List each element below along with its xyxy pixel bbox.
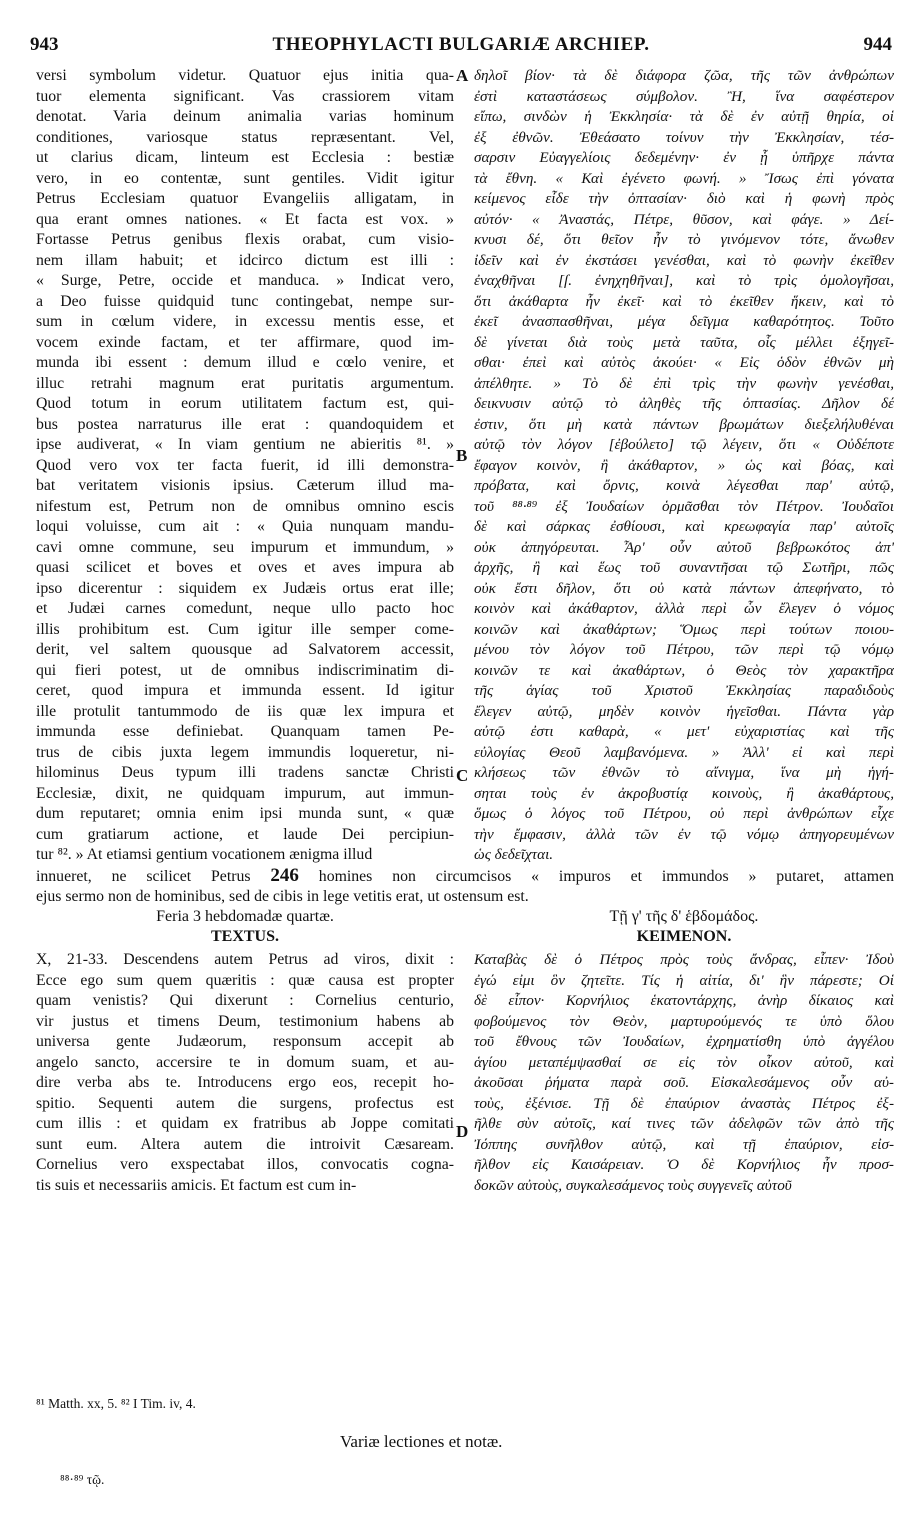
- text-line: τὰ ἔθνη. « Καὶ ἐγένετο φωνή. » Ἴσως ἐπὶ γόνατα: [474, 169, 894, 187]
- inline-page-marker: 246: [270, 865, 299, 886]
- text-line: tuor elementa significant. Vas crassiorem vitam: [36, 87, 454, 105]
- text-line: illis prohibitum est. Cum igitur ille semper come-: [36, 620, 454, 638]
- text-line: tur ⁸². » At etiamsi gentium vocationem ænigma illud: [36, 846, 373, 863]
- text-line: munda ibi essent : demum illud e cœlo venire, et: [36, 354, 454, 371]
- text-line: ille protulit tantummodo de iis quæ lex impura et: [36, 702, 454, 720]
- full-width-line-1: [36, 866, 894, 887]
- text-line: trus de cibis juxta legem immundis loqueretur, ni-: [36, 743, 454, 761]
- text-line: ceret, quod impura et immunda essent. Id igitur: [36, 682, 454, 699]
- text-line: angelo sancto, accersire te in domum suam, et au-: [36, 1053, 454, 1071]
- text-line: ἔφαγον κοινὸν, ἢ ἀκάθαρτον, » ὡς καὶ βόας, καὶ: [474, 456, 894, 474]
- text-line: ἀπέλθητε. » Τὸ δὲ ἐπὶ τρὶς τὴν φωνὴν γενέσθαι,: [474, 374, 894, 392]
- text-line: vocem exinde factam, et ter affirmare, quod im-: [36, 333, 454, 351]
- text-line: ῆλθον εἰς Καισάρειαν. Ὁ δὲ Κορνήλιος ἦν προσ-: [474, 1156, 894, 1173]
- text-line: ἀκοῦσαι ῥήματα παρὰ σοῦ. Εἰσκαλεσάμενος οὖν αὐ-: [474, 1074, 894, 1091]
- text-line: dire verba abs te. Introducens ergo eos, recepit ho-: [36, 1074, 454, 1091]
- text-line: κνυσι δέ, ὅτι θεῖον ἦν τὸ γινόμενον τότε, ἄνωθεν: [474, 231, 894, 248]
- text-line: δοκῶν αὐτοὺς, συγκαλεσάμενος τοὺς συγγενεῖς αὐτοῦ: [474, 1176, 792, 1194]
- text-line: Quod vero vox ter facta fuerit, id illi demonstra-: [36, 456, 454, 474]
- text-line: αὐτῷ τὸν λόγον [ἐβούλετο] τῷ λέγειν, ὅτι « Οὐδέποτε: [474, 436, 894, 453]
- text-line: τοῦ ⁸⁸·⁸⁹ ἐξ Ἰουδαίων ὁρμᾶσθαι τὸν Πέτρον. Ἰουδαῖοι: [474, 497, 894, 515]
- text-line: tis suis et necessariis amicis. Et factum est cum in-: [36, 1176, 357, 1194]
- text-line: quasi scilicet et boves et oves et aves impura ab: [36, 559, 454, 576]
- text-line: qui fieri potest, ut de omnibus indiscriminatim di-: [36, 661, 454, 679]
- text-line: cavi omne commune, seu impurum et immundum, »: [36, 538, 454, 556]
- left-page-number: 943: [30, 34, 59, 55]
- text-line: ῆλθε σὺν αὐτοῖς, καί τινες τῶν ἀδελφῶν τῶν ἀπὸ τῆς: [474, 1115, 894, 1132]
- text-line: vir justus et timens Deum, testimonium habens ab: [36, 1012, 454, 1030]
- text-line: bat veritatem visionis ipsius. Cæterum illud ma-: [36, 477, 454, 494]
- text-line: Quod totum in eorum utilitatem factum est, qui-: [36, 395, 454, 412]
- greek-commentary-column: [474, 66, 894, 866]
- text-line: hilominus Deus typum illi tradens sanctæ Christi: [36, 764, 454, 781]
- text-line: qua erant omnes nationes. « Et facta est vox. »: [36, 210, 454, 228]
- text-line: δεικνυσιν αὐτῷ τὸ ἀληθὲς τῆς ὀπτασίας. Δῆλον δέ: [474, 395, 894, 412]
- footnote-references: ⁸¹ Matth. xx, 5. ⁸² I Tim. iv, 4.: [36, 1396, 196, 1411]
- text-line: Cornelius vero exspectabat illos, convocatis cogna-: [36, 1156, 454, 1173]
- text-line: σηται τοὺς ἐν ἀκροβυστίᾳ κοινοὺς, ἢ ἀκαθάρτους,: [474, 784, 894, 802]
- latin-feria-heading: Feria 3 hebdomadæ quartæ.: [156, 908, 334, 925]
- text-line: conditiones, variosque status repræsentant. Vel,: [36, 128, 454, 146]
- text-line: denotat. Varia deinum animalia varias hominum: [36, 108, 454, 125]
- text-line: universa gente Judæorum, responsum accepit ab: [36, 1033, 454, 1050]
- text-line: ἐκεῖ ἀνασπασθῆναι, μέγα δεῖγμα καθαρότητος. Τοῦτο: [474, 313, 894, 330]
- text-line: Ecce ego sum quem quæritis : quæ causa est propter: [36, 971, 454, 989]
- text-line: sunt eum. Altera autem die introivit Cæsaream.: [36, 1135, 454, 1153]
- varia-note: ⁸⁸·⁸⁹ τῷ.: [60, 1472, 105, 1487]
- text-line: dum reputaret; omnia enim ipsi munda sunt, « quæ: [36, 805, 454, 822]
- text-line: Fortasse Petrus genibus flexis orabat, cum visio-: [36, 231, 454, 248]
- text-line: ipse audiverat, « In viam gentium ne abieritis ⁸¹. »: [36, 436, 454, 453]
- text-line: μένου τὸν λόγον τοῦ Πέτρου, τῶν περὶ τῷ νόμῳ: [474, 641, 894, 658]
- text-line: cum gratiarum actione, et laude Dei percipiun-: [36, 825, 454, 843]
- text-line: et Judæi carnes comedunt, neque ullo pacto hoc: [36, 600, 454, 617]
- text-line: σαρσιν Εὐαγγελίοις δεδεμένην· ἐν ᾗ ὑπῆρχε πάντα: [474, 149, 894, 166]
- margin-letter-d: D: [456, 1122, 469, 1141]
- greek-keimenon-column: [474, 950, 894, 1196]
- text-line: εὐλογίας Θεοῦ λαμβανόμενα. » Ἀλλ' εἰ καὶ περὶ: [474, 743, 894, 761]
- text-line: τοὺς, ἐξένισε. Τῇ δὲ ἐπαύριον ἀναστὰς Πέτρος ἐξ-: [474, 1094, 894, 1112]
- text-line: X, 21-33. Descendens autem Petrus ad viros, dixit :: [36, 951, 454, 968]
- text-line: immunda esse definiebat. Quanquam tamen Pe-: [36, 723, 454, 740]
- text-line: κοινῶν καὶ ἀκαθάρτων; Ὅμως περὶ τούτων ποιου-: [474, 620, 894, 638]
- text-line: « Surge, Petre, occide et manduca. » Indicat vero,: [36, 272, 454, 289]
- text-line: ὅμως ὁ λόγος τοῦ Πέτρου, οὐ περὶ ἀνθρώπων εἶχε: [474, 805, 894, 822]
- varia-heading: Variæ lectiones et notæ.: [340, 1432, 503, 1451]
- text-line: nem illam habuit; et idcirco dictum est illi :: [36, 251, 454, 269]
- latin-textus-heading: TEXTUS.: [210, 928, 280, 945]
- text-line: κείμενος εἶδε τὴν ὀπτασίαν· διὸ καὶ ἡ φωνὴ πρὸς: [474, 190, 894, 207]
- text-line: ἐξ ἐθνῶν. Ἐθεάσατο τοίνυν τὴν Ἐκκλησίαν, τέσ-: [474, 128, 894, 146]
- text-line: Ἰόππης συνῆλθον αὐτῷ, καὶ τῇ ἐπαύριον, εἰσ-: [474, 1135, 894, 1153]
- text-line: κλήσεως τῶν ἐθνῶν τὸ αἴνιγμα, ἵνα μὴ ἡγή-: [474, 764, 894, 781]
- text-line: ἁγίου μεταπέμψασθαί σε εἰς τὸν οἶκον αὐτοῦ, καὶ: [474, 1053, 894, 1071]
- text-line: cum illis : et quidam ex fratribus ab Joppe comitati: [36, 1115, 454, 1132]
- text-line: ὡς δεδεῖχται.: [474, 846, 554, 863]
- text-line: sum in cœlum videre, in excessu mentis esse, et: [36, 313, 454, 330]
- text-line: τῆς ἁγίας τοῦ Χριστοῦ Ἐκκλησίας παραδιδοὺς: [474, 682, 894, 699]
- text-line: Ecclesiæ, dixit, ne quidquam impurum, aut immun-: [36, 784, 454, 802]
- text-line: δὲ γίνεται διὰ τοὺς μετὰ ταῦτα, οἷς μέλλει ἐξηγεῖ-: [474, 333, 894, 351]
- text-line: ἐστὶ καταστάσεως σύμβολον. Ἢ, ἵνα σαφέστερον: [474, 87, 894, 105]
- text-line: ut clarius dicam, linteum est Ecclesia : bestiæ: [36, 149, 454, 166]
- text-line: quam venistis? Qui dixerunt : Cornelius centurio,: [36, 992, 454, 1009]
- text-line: ἀρχῆς, ἢ καὶ ἕως τοῦ συναντῆσαι τῷ Σωτῆρι, πῶς: [474, 559, 894, 576]
- text-line: σθαι· ἐπεὶ καὶ αὐτὸς ἀκούει· « Εἰς ὁδὸν ἐθνῶν μὴ: [474, 354, 894, 371]
- right-page-number: 944: [863, 34, 892, 55]
- text-line: κοινὸν καὶ ἀκάθαρτον, ἀλλὰ περὶ ὧν ἔλεγεν ὁ νόμος: [474, 600, 894, 617]
- margin-letter-c: C: [456, 766, 469, 785]
- text-line: ipso dicerentur : siquidem ex Judæis ortus erat ille;: [36, 579, 454, 597]
- text-line: φοβούμενος τὸν Θεὸν, μαρτυρούμενός τε ὑπὸ ὅλου: [474, 1012, 894, 1030]
- full-width-line-2: ejus sermo non de hominibus, sed de cibis in lege vetitis erat, ut ostensum est.: [36, 888, 529, 905]
- text-line: δηλοῖ βίον· τὰ δὲ διάφορα ζῶα, τῆς τῶν ἀνθρώπων: [474, 67, 894, 84]
- running-title: THEOPHYLACTI BULGARIÆ ARCHIEP.: [272, 34, 650, 55]
- text-line: αὐτῷ ἐστι καθαρὰ, « μετ' εὐχαριστίας καὶ τῆς: [474, 723, 894, 740]
- text-line: αὐτόν· « Ἀναστάς, Πέτρε, θῦσον, καὶ φάγε. » Δεί-: [474, 210, 894, 228]
- text-line: ὅτι ἀκάθαρτα ἦν ἐκεῖ· καὶ τὸ ἐκεῖθεν ἥκειν, καὶ τὸ: [474, 292, 894, 310]
- latin-textus-column: [36, 950, 454, 1196]
- text-line: loqui voluisse, cum ait : « Quia nunquam mandu-: [36, 518, 454, 535]
- text-line: Petrus Ecclesiam quatuor Evangeliis alligatam, in: [36, 190, 454, 207]
- text-line: τοῦ ἔθνους τῶν Ἰουδαίων, ἐχρηματίσθη ὑπὸ ἀγγέλου: [474, 1033, 894, 1050]
- margin-letter-b: B: [456, 446, 468, 465]
- text-line: ἔλεγεν αὐτῷ, μηδὲν κοινὸν ἡγεῖσθαι. Πάντα γὰρ: [474, 702, 894, 720]
- latin-commentary-column: [36, 66, 454, 866]
- text-line: bus postea narraturus ille erat : quandoquidem et: [36, 415, 454, 433]
- full-width-line-1-start: innueret, ne scilicet Petrus: [36, 868, 251, 885]
- text-line: οὐκ ἀπηγόρευται. Ἆρ' οὖν αὐτοῦ βεβρωκότος ἀπ': [474, 538, 894, 556]
- text-line: Καταβὰς δὲ ὁ Πέτρος πρὸς τοὺς ἄνδρας, εἶπεν· Ἰδοὺ: [474, 951, 894, 968]
- margin-letter-a: A: [456, 66, 469, 85]
- text-line: ἐστιν, ὅτι μὴ κατὰ πάντων βρωμάτων διεξελήλυθέναι: [474, 415, 894, 433]
- text-line: derit, vel saltem quousque ad Salvatorem accessit,: [36, 641, 454, 658]
- text-line: ἰδεῖν καὶ ἐν ἐκστάσει γενέσθαι, καὶ τὸ φωνὴν ἐκεῖθεν: [474, 251, 894, 269]
- full-width-line-1-end: homines non circumcisos « impuros et immundos » putaret, attamen: [318, 868, 894, 885]
- text-line: ἐγώ εἰμι ὃν ζητεῖτε. Τίς ἡ αἰτία, δι' ἣν πάρεστε; Οἱ: [474, 971, 894, 989]
- text-line: εἴπω, σινδὼν ἡ Ἐκκλησία· τὰ δὲ ἐν αὐτῇ θηρία, οἱ: [474, 108, 894, 125]
- text-line: κοινῶν τε καὶ ἀκαθάρτων, ὁ Θεὸς τὸν χαρακτῆρα: [474, 661, 894, 679]
- text-line: δὲ εἶπον· Κορνήλιος ἑκατοντάρχης, ἀνὴρ δίκαιος καὶ: [474, 992, 894, 1009]
- text-line: spitio. Sequenti autem die surgens, profectus est: [36, 1094, 454, 1112]
- text-line: versi symbolum videtur. Quatuor ejus initia qua-: [36, 67, 454, 84]
- running-head: [30, 34, 892, 56]
- text-line: illuc retrahi magnum erat puritatis argumentum.: [36, 374, 454, 392]
- greek-keimenon-heading: ΚΕΙΜΕΝΟΝ.: [636, 928, 732, 945]
- text-line: πρόβατα, καὶ ὄρνις, κοινὰ λέγεσθαι παρ' αὐτῷ,: [474, 477, 894, 494]
- text-line: a Deo fuisse quidquid tunc contingebat, nempe sur-: [36, 292, 454, 310]
- text-line: nifestum est, Petrum non de omnibus omnino escis: [36, 497, 454, 515]
- text-line: οὐκ ἔστι δῆλον, ὅτι οὐ κατὰ πάντων ἀπεφήνατο, τὸ: [474, 579, 894, 597]
- text-line: ἐναχθῆναι [ſ. ἐνηχηθῆναι], καὶ τὸ τρὶς ὁμολογῆσαι,: [474, 272, 894, 289]
- text-line: δὲ καὶ σάρκας ἐσθίουσι, καὶ κρεωφαγία παρ' αὐτοῖς: [474, 518, 894, 535]
- text-line: vero, in eo contentæ, sunt gentiles. Vidit igitur: [36, 169, 454, 187]
- text-line: τὴν ἔμφασιν, ἀλλὰ τῶν ἐν τῷ νόμῳ ἀπηγορευμένων: [474, 825, 894, 843]
- greek-feria-heading: Τῇ γ' τῆς δ' ἑβδομάδος.: [609, 908, 759, 925]
